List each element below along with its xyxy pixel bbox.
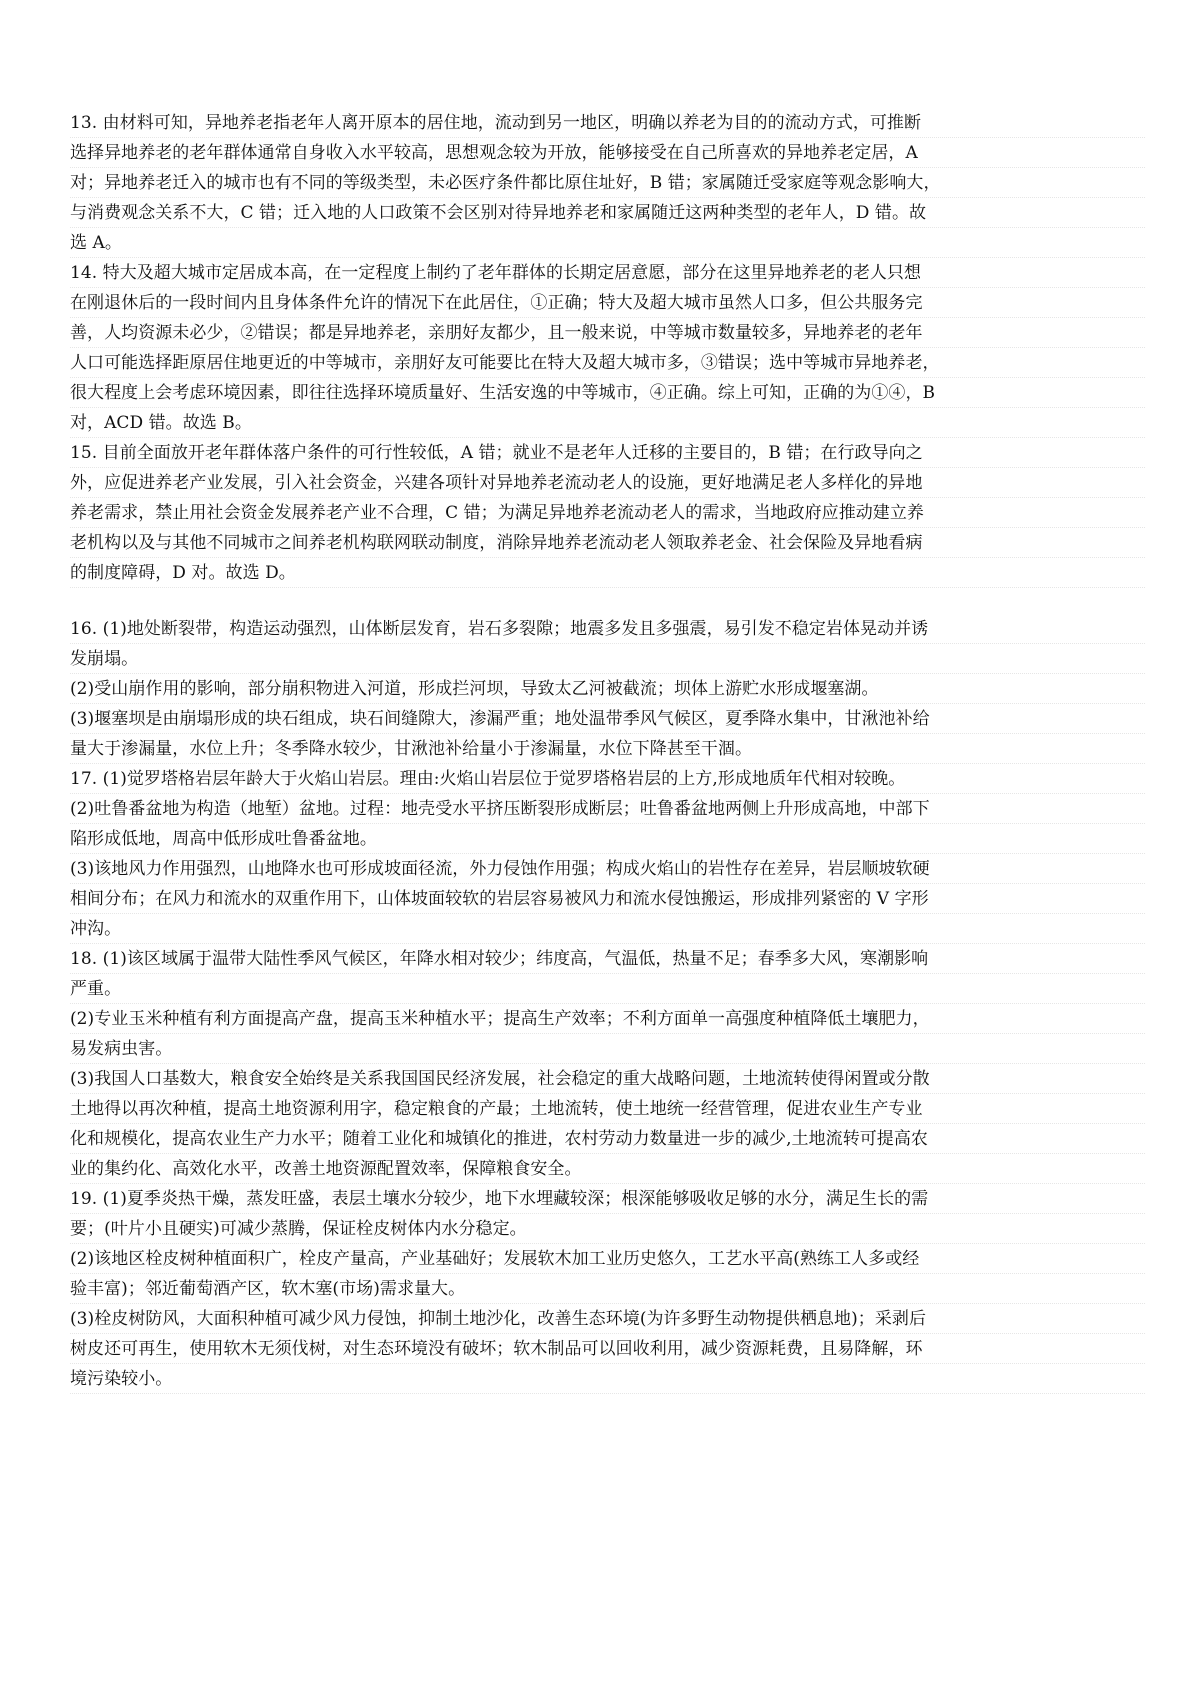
answer-line: 选 A。 xyxy=(70,228,1145,258)
answer-line: (3)栓皮树防风，大面积种植可减少风力侵蚀，抑制土地沙化，改善生态环境(为许多野生动物提供栖息地)；采剥后 xyxy=(70,1304,1145,1334)
answer-line: 树皮还可再生，使用软木无须伐树，对生态环境没有破坏；软木制品可以回收利用，减少资源耗费，且易降解，环 xyxy=(70,1334,1145,1364)
answer-line: 外，应促进养老产业发展，引入社会资金，兴建各项针对异地养老流动老人的设施，更好地满足老人多样化的异地 xyxy=(70,468,1145,498)
answer-line: 15. 目前全面放开老年群体落户条件的可行性较低，A 错；就业不是老年人迁移的主要目的，B 错；在行政导向之 xyxy=(70,438,1145,468)
answer-line: 在刚退休后的一段时间内且身体条件允许的情况下在此居住，①正确；特大及超大城市虽然人口多，但公共服务完 xyxy=(70,288,1145,318)
answer-line: 对，ACD 错。故选 B。 xyxy=(70,408,1145,438)
answer-line: (3)堰塞坝是由崩塌形成的块石组成，块石间缝隙大，渗漏严重；地处温带季风气候区，夏季降水集中，甘湫池补给 xyxy=(70,704,1145,734)
answer-line: 养老需求，禁止用社会资金发展养老产业不合理，C 错；为满足异地养老流动老人的需求，当地政府应推动建立养 xyxy=(70,498,1145,528)
answer-line: 19. (1)夏季炎热干燥，蒸发旺盛，表层土壤水分较少，地下水埋藏较深；根深能够吸收足够的水分，满足生长的需 xyxy=(70,1184,1145,1214)
answer-line: 相间分布；在风力和流水的双重作用下，山体坡面较软的岩层容易被风力和流水侵蚀搬运，形成排列紧密的 V 字形 xyxy=(70,884,1145,914)
answer-line: (2)专业玉米种植有利方面提高产盘，提高玉米种植水平；提高生产效率；不利方面单一高强度种植降低土壤肥力， xyxy=(70,1004,1145,1034)
answer-block-q17-3 xyxy=(70,854,1145,944)
answer-line: 要；(叶片小且硬实)可减少蒸腾，保证栓皮树体内水分稳定。 xyxy=(70,1214,1145,1244)
answer-line: 严重。 xyxy=(70,974,1145,1004)
answer-block-q19-1 xyxy=(70,1184,1145,1244)
answer-line: 老机构以及与其他不同城市之间养老机构联网联动制度，消除异地养老流动老人领取养老金、社会保险及异地看病 xyxy=(70,528,1145,558)
answer-line: (2)吐鲁番盆地为构造（地堑）盆地。过程：地壳受水平挤压断裂形成断层；吐鲁番盆地两侧上升形成高地，中部下 xyxy=(70,794,1145,824)
answer-line: 14. 特大及超大城市定居成本高，在一定程度上制约了老年群体的长期定居意愿，部分在这里异地养老的老人只想 xyxy=(70,258,1145,288)
answer-line: 冲沟。 xyxy=(70,914,1145,944)
answer-line: 易发病虫害。 xyxy=(70,1034,1145,1064)
answer-block-q17-2 xyxy=(70,794,1145,854)
answer-block-q16-1 xyxy=(70,614,1145,674)
answer-line: 选择异地养老的老年群体通常自身收入水平较高，思想观念较为开放，能够接受在自己所喜欢的异地养老定居，A xyxy=(70,138,1145,168)
answer-line: 很大程度上会考虑环境因素，即往往选择环境质量好、生活安逸的中等城市，④正确。综上可知，正确的为①④，B xyxy=(70,378,1145,408)
answer-page xyxy=(70,108,1145,1394)
answer-line: 与消费观念关系不大，C 错；迁入地的人口政策不会区别对待异地养老和家属随迁这两种类型的老年人，D 错。故 xyxy=(70,198,1145,228)
answer-line: 陷形成低地，周高中低形成吐鲁番盆地。 xyxy=(70,824,1145,854)
answer-block-q18-2 xyxy=(70,1004,1145,1064)
answer-line: 对；异地养老迁入的城市也有不同的等级类型，未必医疗条件都比原住址好，B 错；家属随迁受家庭等观念影响大， xyxy=(70,168,1145,198)
answer-line: 验丰富)；邻近葡萄酒产区，软木塞(市场)需求量大。 xyxy=(70,1274,1145,1304)
answer-line: 境污染较小。 xyxy=(70,1364,1145,1394)
answer-block-q17-1 xyxy=(70,764,1145,794)
answer-line: (2)受山崩作用的影响，部分崩积物进入河道，形成拦河坝，导致太乙河被截流；坝体上游贮水形成堰塞湖。 xyxy=(70,674,1145,704)
answer-line: (3)该地风力作用强烈，山地降水也可形成坡面径流，外力侵蚀作用强；构成火焰山的岩性存在差异，岩层顺坡软硬 xyxy=(70,854,1145,884)
answer-line: 17. (1)觉罗塔格岩层年龄大于火焰山岩层。理由:火焰山岩层位于觉罗塔格岩层的上方,形成地质年代相对较晚。 xyxy=(70,764,1145,794)
answer-block-q19-3 xyxy=(70,1304,1145,1394)
section-gap xyxy=(70,588,1145,614)
answer-line: 发崩塌。 xyxy=(70,644,1145,674)
answer-line: 13. 由材料可知，异地养老指老年人离开原本的居住地，流动到另一地区，明确以养老为目的的流动方式，可推断 xyxy=(70,108,1145,138)
answer-block-q19-2 xyxy=(70,1244,1145,1304)
answer-line: 18. (1)该区域属于温带大陆性季风气候区，年降水相对较少；纬度高，气温低，热量不足；春季多大风，寒潮影响 xyxy=(70,944,1145,974)
answer-line: 土地得以再次种植，提高土地资源利用字，稳定粮食的产最；土地流转，使土地统一经营管理，促进农业生产专业 xyxy=(70,1094,1145,1124)
answer-line: 化和规模化，提高农业生产力水平；随着工业化和城镇化的推进，农村劳动力数量进一步的减少,土地流转可提高农 xyxy=(70,1124,1145,1154)
answer-block-q16-3 xyxy=(70,704,1145,764)
answer-block-q16-2 xyxy=(70,674,1145,704)
answer-line: 人口可能选择距原居住地更近的中等城市，亲朋好友可能要比在特大及超大城市多，③错误；选中等城市异地养老， xyxy=(70,348,1145,378)
answer-block-q18-1 xyxy=(70,944,1145,1004)
answer-block-q14 xyxy=(70,258,1145,438)
answer-line: 善，人均资源未必少，②错误；都是异地养老，亲朋好友都少，且一般来说，中等城市数量较多，异地养老的老年 xyxy=(70,318,1145,348)
answer-line: 量大于渗漏量，水位上升；冬季降水较少，甘湫池补给量小于渗漏量，水位下降甚至干涸。 xyxy=(70,734,1145,764)
answer-line: 的制度障碍，D 对。故选 D。 xyxy=(70,558,1145,588)
answer-block-q13 xyxy=(70,108,1145,258)
answer-line: 16. (1)地处断裂带，构造运动强烈，山体断层发育，岩石多裂隙；地震多发且多强震，易引发不稳定岩体晃动并诱 xyxy=(70,614,1145,644)
answer-line: (2)该地区栓皮树种植面积广，栓皮产量高，产业基础好；发展软木加工业历史悠久，工艺水平高(熟练工人多或经 xyxy=(70,1244,1145,1274)
answer-block-q18-3 xyxy=(70,1064,1145,1184)
answer-line: 业的集约化、高效化水平，改善土地资源配置效率，保障粮食安全。 xyxy=(70,1154,1145,1184)
answer-block-q15 xyxy=(70,438,1145,588)
answer-line: (3)我国人口基数大，粮食安全始终是关系我国国民经济发展，社会稳定的重大战略问题，土地流转使得闲置或分散 xyxy=(70,1064,1145,1094)
